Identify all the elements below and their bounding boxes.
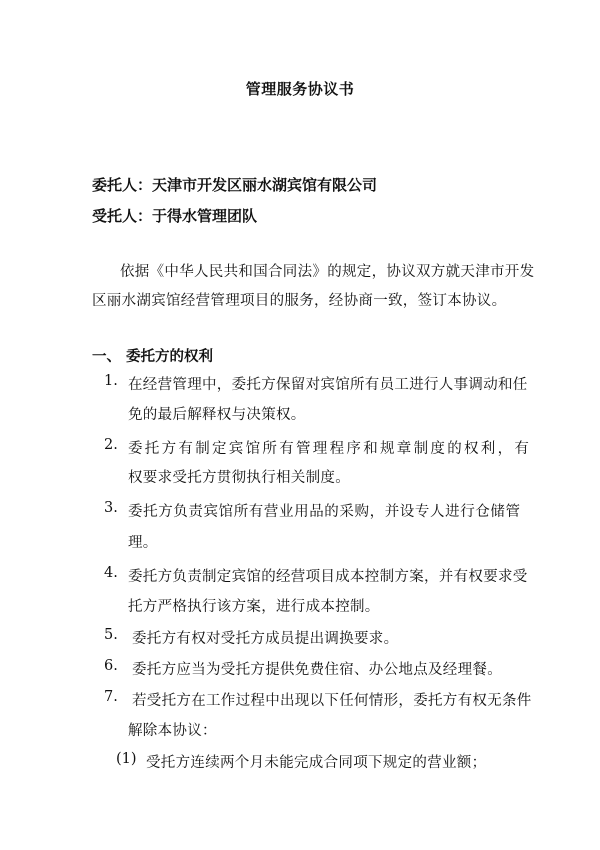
item-text-line: 委托方应当为受托方提供免费住宿、办公地点及经理餐。 <box>132 662 502 678</box>
item-text-line: 权要求受托方贯彻执行相关制度。 <box>128 470 350 486</box>
item-text-line: 委托方有制定宾馆所有管理程序和规章制度的权利，有 <box>128 441 532 457</box>
party-b-line: 受托人：于得水管理团队 <box>92 207 258 225</box>
item-text-line: 委托方负责制定宾馆的经营项目成本控制方案，并有权要求受 <box>128 569 528 585</box>
item-text-line: 免的最后解释权与决策权。 <box>128 407 306 423</box>
item-number: 2. <box>104 437 118 453</box>
item-text-line: 委托方有权对受托方成员提出调换要求。 <box>132 631 399 647</box>
item-text-line: 若受托方在工作过程中出现以下任何情形，委托方有权无条件 <box>132 693 532 709</box>
item-text-line: 在经营管理中，委托方保留对宾馆所有员工进行人事调动和任 <box>128 377 528 393</box>
party-a-line: 委托人：天津市开发区丽水湖宾馆有限公司 <box>92 176 378 194</box>
item-text-line: 托方严格执行该方案，进行成本控制。 <box>128 599 380 615</box>
subitem-number: (1) <box>116 751 137 767</box>
document-title: 管理服务协议书 <box>245 80 355 98</box>
section-1-heading: 一、 委托方的权利 <box>92 348 214 365</box>
item-number: 3. <box>104 500 118 516</box>
item-number: 5. <box>104 627 118 643</box>
item-number: 4. <box>104 565 118 581</box>
item-number: 7. <box>104 689 118 705</box>
item-number: 1. <box>104 373 118 389</box>
subitem-text: 受托方连续两个月未能完成合同项下规定的营业额； <box>146 755 487 771</box>
item-number: 6. <box>104 658 118 674</box>
item-text-line: 委托方负责宾馆所有营业用品的采购，并设专人进行仓储管 <box>128 504 521 520</box>
preamble-line-2: 区丽水湖宾馆经营管理项目的服务，经协商一致，签订本协议。 <box>92 293 507 309</box>
preamble-line-1: 依据《中华人民共和国合同法》的规定，协议双方就天津市开发 <box>120 264 535 280</box>
item-text-line: 理。 <box>128 535 158 551</box>
item-text-line: 解除本协议： <box>128 723 217 739</box>
